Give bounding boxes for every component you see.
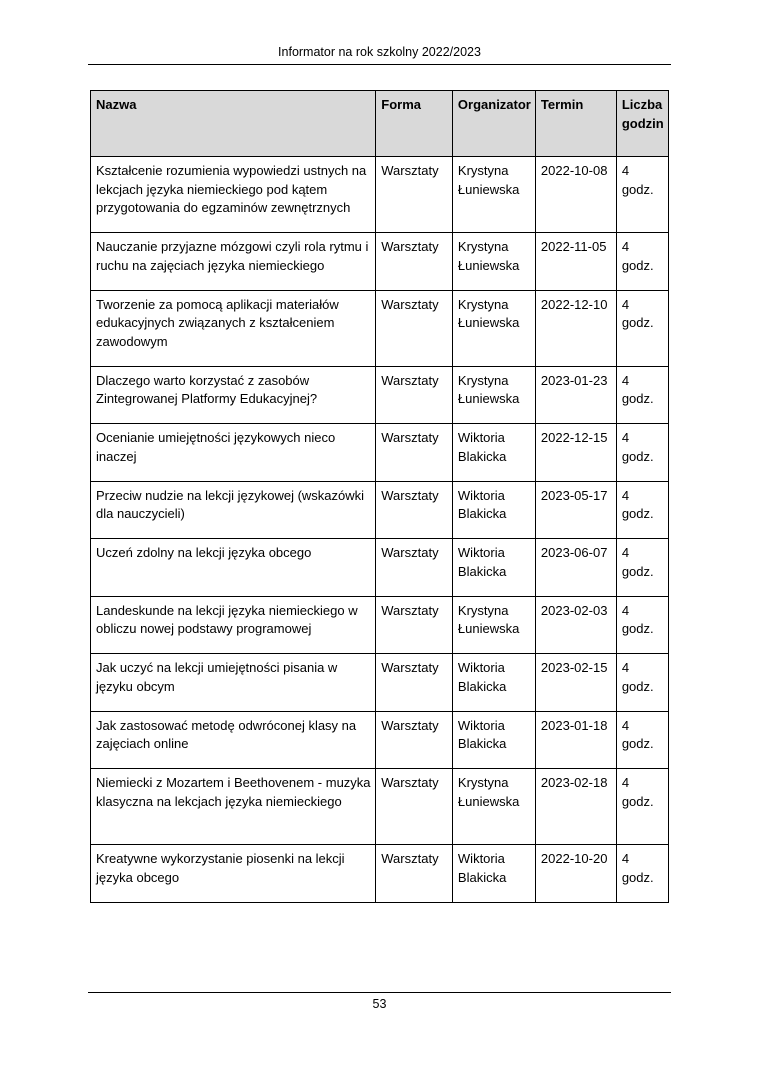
cell-organizator: Krystyna Łuniewska <box>452 157 535 233</box>
cell-forma: Warsztaty <box>376 596 453 654</box>
cell-termin: 2022-12-10 <box>535 290 616 366</box>
cell-nazwa: Tworzenie za pomocą aplikacji materiałów edukacyjnych związanych z kształceniem zawodowym <box>91 290 376 366</box>
table-row <box>91 290 669 366</box>
cell-forma: Warsztaty <box>376 539 453 597</box>
cell-termin: 2023-02-03 <box>535 596 616 654</box>
cell-nazwa: Ocenianie umiejętności językowych nieco inaczej <box>91 424 376 482</box>
column-header-termin: Termin <box>535 91 616 157</box>
table-row <box>91 481 669 539</box>
cell-liczba-godzin: 4 godz. <box>616 845 668 903</box>
cell-liczba-godzin: 4 godz. <box>616 539 668 597</box>
cell-termin: 2023-05-17 <box>535 481 616 539</box>
cell-nazwa: Uczeń zdolny na lekcji języka obcego <box>91 539 376 597</box>
cell-nazwa: Jak zastosować metodę odwróconej klasy na zajęciach online <box>91 711 376 769</box>
cell-organizator: Wiktoria Blakicka <box>452 711 535 769</box>
cell-organizator: Wiktoria Blakicka <box>452 481 535 539</box>
table-row <box>91 233 669 291</box>
table-row <box>91 711 669 769</box>
cell-nazwa: Jak uczyć na lekcji umiejętności pisania w języku obcym <box>91 654 376 712</box>
column-header-nazwa: Nazwa <box>91 91 376 157</box>
cell-liczba-godzin: 4 godz. <box>616 711 668 769</box>
table-row <box>91 596 669 654</box>
footer-divider <box>88 992 671 993</box>
cell-nazwa: Landeskunde na lekcji języka niemieckiego w obliczu nowej podstawy programowej <box>91 596 376 654</box>
cell-forma: Warsztaty <box>376 366 453 424</box>
cell-organizator: Wiktoria Blakicka <box>452 539 535 597</box>
cell-termin: 2023-06-07 <box>535 539 616 597</box>
page-number: 53 <box>372 997 387 1011</box>
cell-forma: Warsztaty <box>376 290 453 366</box>
column-header-forma: Forma <box>376 91 453 157</box>
cell-nazwa: Kształcenie rozumienia wypowiedzi ustnych na lekcjach języka niemieckiego pod kątem przygotowania do egzaminów zewnętrznych <box>91 157 376 233</box>
table-header-row <box>91 91 669 157</box>
cell-termin: 2022-11-05 <box>535 233 616 291</box>
cell-forma: Warsztaty <box>376 769 453 845</box>
cell-termin: 2023-01-23 <box>535 366 616 424</box>
cell-organizator: Krystyna Łuniewska <box>452 366 535 424</box>
table-row <box>91 424 669 482</box>
cell-termin: 2023-02-15 <box>535 654 616 712</box>
cell-nazwa: Nauczanie przyjazne mózgowi czyli rola rytmu i ruchu na zajęciach języka niemieckiego <box>91 233 376 291</box>
cell-forma: Warsztaty <box>376 654 453 712</box>
cell-nazwa: Niemiecki z Mozartem i Beethovenem - muzyka klasyczna na lekcjach języka niemieckiego <box>91 769 376 845</box>
cell-forma: Warsztaty <box>376 424 453 482</box>
cell-termin: 2022-10-08 <box>535 157 616 233</box>
cell-liczba-godzin: 4 godz. <box>616 769 668 845</box>
table-row <box>91 539 669 597</box>
cell-termin: 2023-02-18 <box>535 769 616 845</box>
table-row <box>91 157 669 233</box>
page-header: Informator na rok szkolny 2022/2023 <box>88 44 671 65</box>
cell-liczba-godzin: 4 godz. <box>616 157 668 233</box>
cell-organizator: Wiktoria Blakicka <box>452 845 535 903</box>
cell-forma: Warsztaty <box>376 711 453 769</box>
cell-liczba-godzin: 4 godz. <box>616 366 668 424</box>
cell-organizator: Wiktoria Blakicka <box>452 654 535 712</box>
column-header-liczba-godzin: Liczba godzin <box>616 91 668 157</box>
cell-organizator: Krystyna Łuniewska <box>452 290 535 366</box>
cell-organizator: Krystyna Łuniewska <box>452 596 535 654</box>
cell-organizator: Wiktoria Blakicka <box>452 424 535 482</box>
cell-forma: Warsztaty <box>376 233 453 291</box>
cell-liczba-godzin: 4 godz. <box>616 596 668 654</box>
cell-termin: 2022-10-20 <box>535 845 616 903</box>
cell-nazwa: Przeciw nudzie na lekcji językowej (wskazówki dla nauczycieli) <box>91 481 376 539</box>
cell-organizator: Krystyna Łuniewska <box>452 769 535 845</box>
cell-liczba-godzin: 4 godz. <box>616 290 668 366</box>
table-row <box>91 769 669 845</box>
cell-termin: 2022-12-15 <box>535 424 616 482</box>
cell-liczba-godzin: 4 godz. <box>616 424 668 482</box>
cell-organizator: Krystyna Łuniewska <box>452 233 535 291</box>
table-row <box>91 845 669 903</box>
table-row <box>91 654 669 712</box>
table-row <box>91 366 669 424</box>
cell-forma: Warsztaty <box>376 481 453 539</box>
cell-liczba-godzin: 4 godz. <box>616 654 668 712</box>
course-table <box>90 90 669 903</box>
cell-liczba-godzin: 4 godz. <box>616 481 668 539</box>
cell-liczba-godzin: 4 godz. <box>616 233 668 291</box>
cell-termin: 2023-01-18 <box>535 711 616 769</box>
cell-nazwa: Dlaczego warto korzystać z zasobów Zintegrowanej Platformy Edukacyjnej? <box>91 366 376 424</box>
cell-forma: Warsztaty <box>376 845 453 903</box>
cell-nazwa: Kreatywne wykorzystanie piosenki na lekcji języka obcego <box>91 845 376 903</box>
column-header-organizator: Organizator <box>452 91 535 157</box>
cell-forma: Warsztaty <box>376 157 453 233</box>
